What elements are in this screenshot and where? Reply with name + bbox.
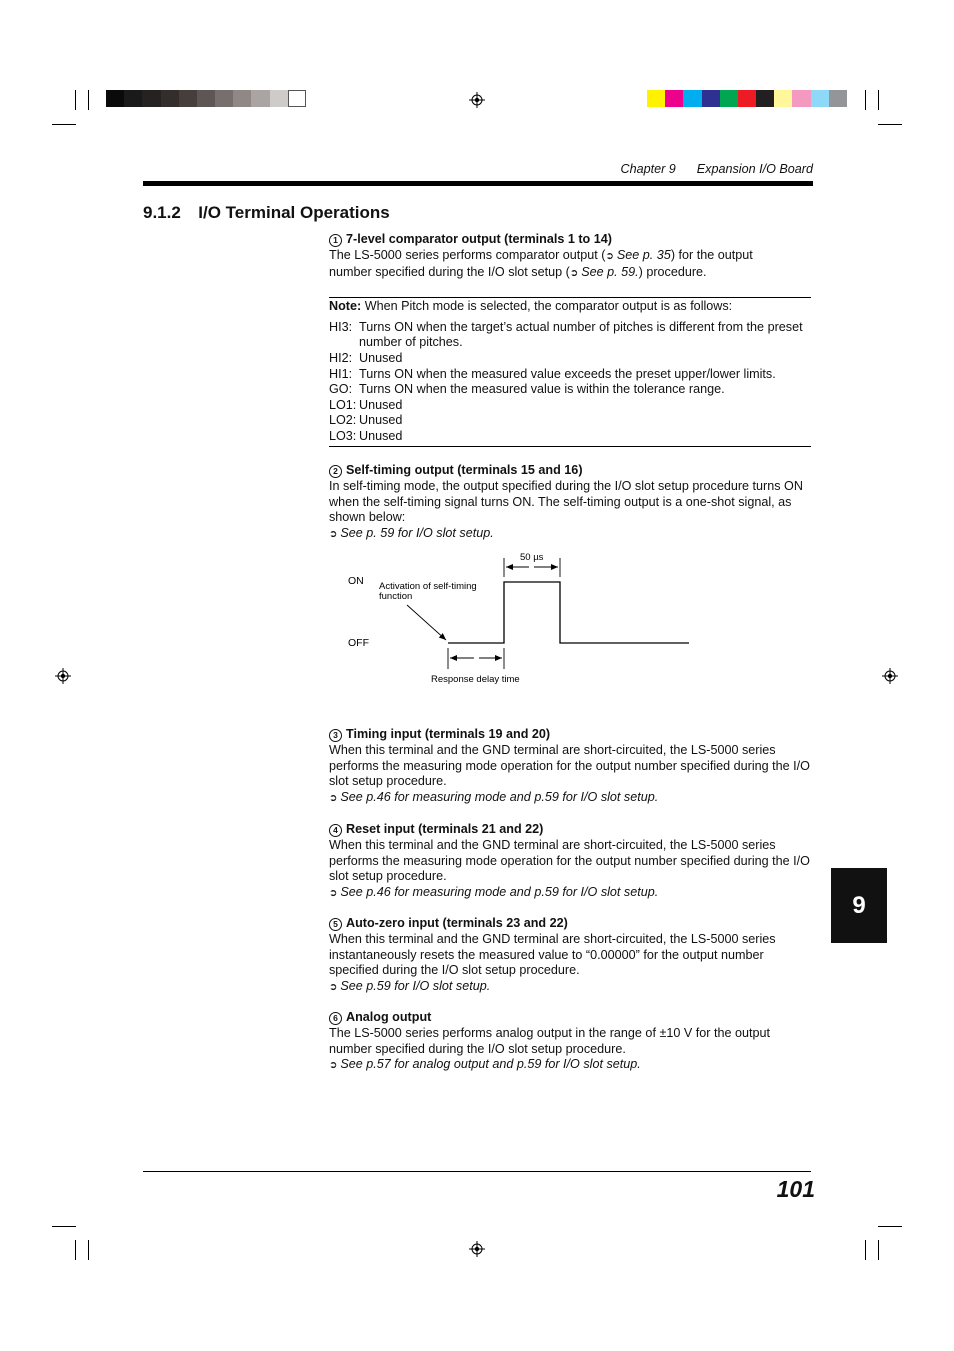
calibration-swatch <box>647 90 666 107</box>
note-row-value: Unused <box>359 413 403 428</box>
calibration-swatch <box>215 90 234 107</box>
note-row-value: Unused <box>359 350 403 365</box>
reference-arrow-icon: ➲ <box>329 1060 338 1072</box>
item-reset-input <box>329 822 811 902</box>
calibration-swatch <box>288 90 307 107</box>
item-auto-zero-input <box>329 916 811 996</box>
note-row <box>329 367 811 383</box>
calibration-swatch <box>142 90 161 107</box>
note-row-key: HI1: <box>329 366 353 381</box>
item-heading-text: Self-timing output (terminals 15 and 16) <box>346 463 583 477</box>
note-top-rule <box>329 297 811 298</box>
note-row-value: Unused <box>359 428 403 443</box>
reference-arrow-icon: ➲ <box>329 982 338 994</box>
page-number: 101 <box>776 1176 815 1202</box>
reference-arrow-icon: ➲ <box>329 529 338 541</box>
item-reference <box>329 790 811 807</box>
item-analog-output <box>329 1010 811 1074</box>
item-timing-input <box>329 727 811 807</box>
calibration-swatch <box>683 90 702 107</box>
item-reference <box>329 526 811 543</box>
note-row <box>329 382 811 398</box>
item-body-text: ) for the output <box>670 247 753 262</box>
item-body-text: The LS-5000 series performs comparator output ( <box>329 247 606 262</box>
header-rule <box>143 181 813 186</box>
item-heading <box>329 1010 811 1026</box>
item-heading-text: Timing input (terminals 19 and 20) <box>346 727 551 741</box>
reference-arrow-icon: ➲ <box>605 250 614 262</box>
item-heading-text: Analog output <box>346 1010 432 1024</box>
item-number: 3 <box>329 729 342 742</box>
delay-label: Response delay time <box>431 674 520 685</box>
item-self-timing-output <box>329 463 811 543</box>
calibration-swatch <box>702 90 721 107</box>
header-chapter: Chapter 9 <box>620 162 676 176</box>
note-row-key: HI3: <box>329 319 353 334</box>
note-row <box>329 320 811 351</box>
item-body-text: number specified during the I/O slot setup ( <box>329 264 570 279</box>
note-row-key: LO1: <box>329 397 357 412</box>
section-heading: I/O Terminal Operations <box>198 203 390 222</box>
note-label: Note: <box>329 299 362 313</box>
page-reference-link[interactable]: See p.46 for measuring mode and p.59 for I/O slot setup. <box>340 885 659 900</box>
item-comparator-output <box>329 232 811 281</box>
calibration-swatch <box>270 90 289 107</box>
item-heading <box>329 822 811 838</box>
calibration-swatch <box>774 90 793 107</box>
page-reference-link[interactable]: See p. 59. <box>581 264 639 279</box>
note-row-value: Turns ON when the measured value is within the tolerance range. <box>359 382 725 397</box>
calibration-swatch <box>106 90 125 107</box>
item-body: When this terminal and the GND terminal are short-circuited, the LS-5000 series performs the measuring mode operation for the output number specified during the I/O slot setup procedure. <box>329 837 810 884</box>
item-number: 6 <box>329 1012 342 1025</box>
calibration-swatch <box>197 90 216 107</box>
page-reference-link[interactable]: See p.59 for I/O slot setup. <box>340 979 491 994</box>
note-bottom-rule <box>329 446 811 447</box>
note-row <box>329 351 811 367</box>
item-body <box>329 248 811 282</box>
item-number: 4 <box>329 824 342 837</box>
calibration-swatch <box>665 90 684 107</box>
signal-waveform <box>448 582 689 643</box>
note-box <box>329 299 811 445</box>
calibration-swatch <box>792 90 811 107</box>
off-label: OFF <box>348 637 369 649</box>
item-number: 5 <box>329 918 342 931</box>
calibration-swatch <box>829 90 848 107</box>
note-row-key: GO: <box>329 382 353 397</box>
calibration-swatch <box>161 90 180 107</box>
item-body-text: ) procedure. <box>638 264 707 279</box>
item-body: In self-timing mode, the output specified during the I/O slot setup procedure turns ON when the self-timing signal turns ON. The self-timing output is a one-shot signal, as shown below: <box>329 478 803 525</box>
item-number: 1 <box>329 234 342 247</box>
chapter-tab <box>831 868 887 943</box>
page-reference-link[interactable]: See p.46 for measuring mode and p.59 for I/O slot setup. <box>340 790 659 805</box>
item-body: When this terminal and the GND terminal are short-circuited, the LS-5000 series performs the measuring mode operation for the output number specified during the I/O slot setup procedure. <box>329 742 810 789</box>
item-reference <box>329 979 811 996</box>
item-number: 2 <box>329 465 342 478</box>
note-row <box>329 429 811 445</box>
note-row-value: Turns ON when the target’s actual number of pitches is different from the preset number of pitches. <box>359 319 803 350</box>
running-header <box>560 162 813 176</box>
item-heading-text: 7-level comparator output (terminals 1 to 14) <box>346 232 612 246</box>
reference-arrow-icon: ➲ <box>329 888 338 900</box>
item-heading-text: Auto-zero input (terminals 23 and 22) <box>346 916 568 930</box>
reference-arrow-icon: ➲ <box>329 793 338 805</box>
activation-label: Activation of self-timing <box>379 581 477 592</box>
note-row <box>329 413 811 429</box>
on-label: ON <box>348 575 364 587</box>
pulse-width-label: 50 µs <box>520 552 544 563</box>
item-body: The LS-5000 series performs analog output in the range of ±10 V for the output number specified during the I/O slot setup procedure. <box>329 1025 770 1056</box>
registration-mark-icon <box>55 668 71 684</box>
note-row-key: LO2: <box>329 413 357 428</box>
calibration-swatch <box>179 90 198 107</box>
item-reference <box>329 1057 811 1074</box>
note-row-key: LO3: <box>329 428 357 443</box>
calibration-swatch <box>124 90 143 107</box>
note-intro-text: When Pitch mode is selected, the comparator output is as follows: <box>364 299 733 313</box>
activation-pointer-arrow <box>407 605 446 640</box>
registration-mark-icon <box>469 1241 485 1257</box>
footer-rule <box>143 1171 811 1172</box>
item-heading <box>329 232 811 248</box>
note-row-value: Unused <box>359 397 403 412</box>
note-row-value: Turns ON when the measured value exceeds the preset upper/lower limits. <box>359 366 776 381</box>
header-chapter-title: Expansion I/O Board <box>696 162 813 176</box>
chapter-tab-number: 9 <box>852 891 866 919</box>
activation-label: function <box>379 591 413 602</box>
section-title <box>143 203 390 223</box>
item-reference <box>329 885 811 902</box>
calibration-swatch <box>738 90 757 107</box>
note-row-key: HI2: <box>329 350 353 365</box>
item-heading-text: Reset input (terminals 21 and 22) <box>346 822 544 836</box>
item-heading <box>329 727 811 743</box>
calibration-swatch <box>251 90 270 107</box>
item-body: When this terminal and the GND terminal are short-circuited, the LS-5000 series instantaneously resets the measured value to “0.00000” for the output number specified during the I/O slot setup procedure. <box>329 931 776 978</box>
note-row <box>329 398 811 414</box>
page-reference-link[interactable]: See p. 35 <box>616 247 671 262</box>
grayscale-calibration-bar <box>106 90 306 107</box>
calibration-swatch <box>811 90 830 107</box>
calibration-swatch <box>756 90 775 107</box>
reference-arrow-icon: ➲ <box>569 267 579 279</box>
page-reference-link[interactable]: See p.57 for analog output and p.59 for I/O slot setup. <box>340 1057 641 1072</box>
section-number: 9.1.2 <box>143 203 181 222</box>
note-intro <box>329 299 811 315</box>
calibration-swatch <box>720 90 739 107</box>
registration-mark-icon <box>882 668 898 684</box>
color-calibration-bar <box>647 90 847 107</box>
item-heading <box>329 463 811 479</box>
item-heading <box>329 916 811 932</box>
registration-mark-icon <box>469 92 485 108</box>
calibration-swatch <box>233 90 252 107</box>
page-reference-link[interactable]: See p. 59 for I/O slot setup. <box>340 526 494 541</box>
self-timing-diagram <box>329 545 709 695</box>
